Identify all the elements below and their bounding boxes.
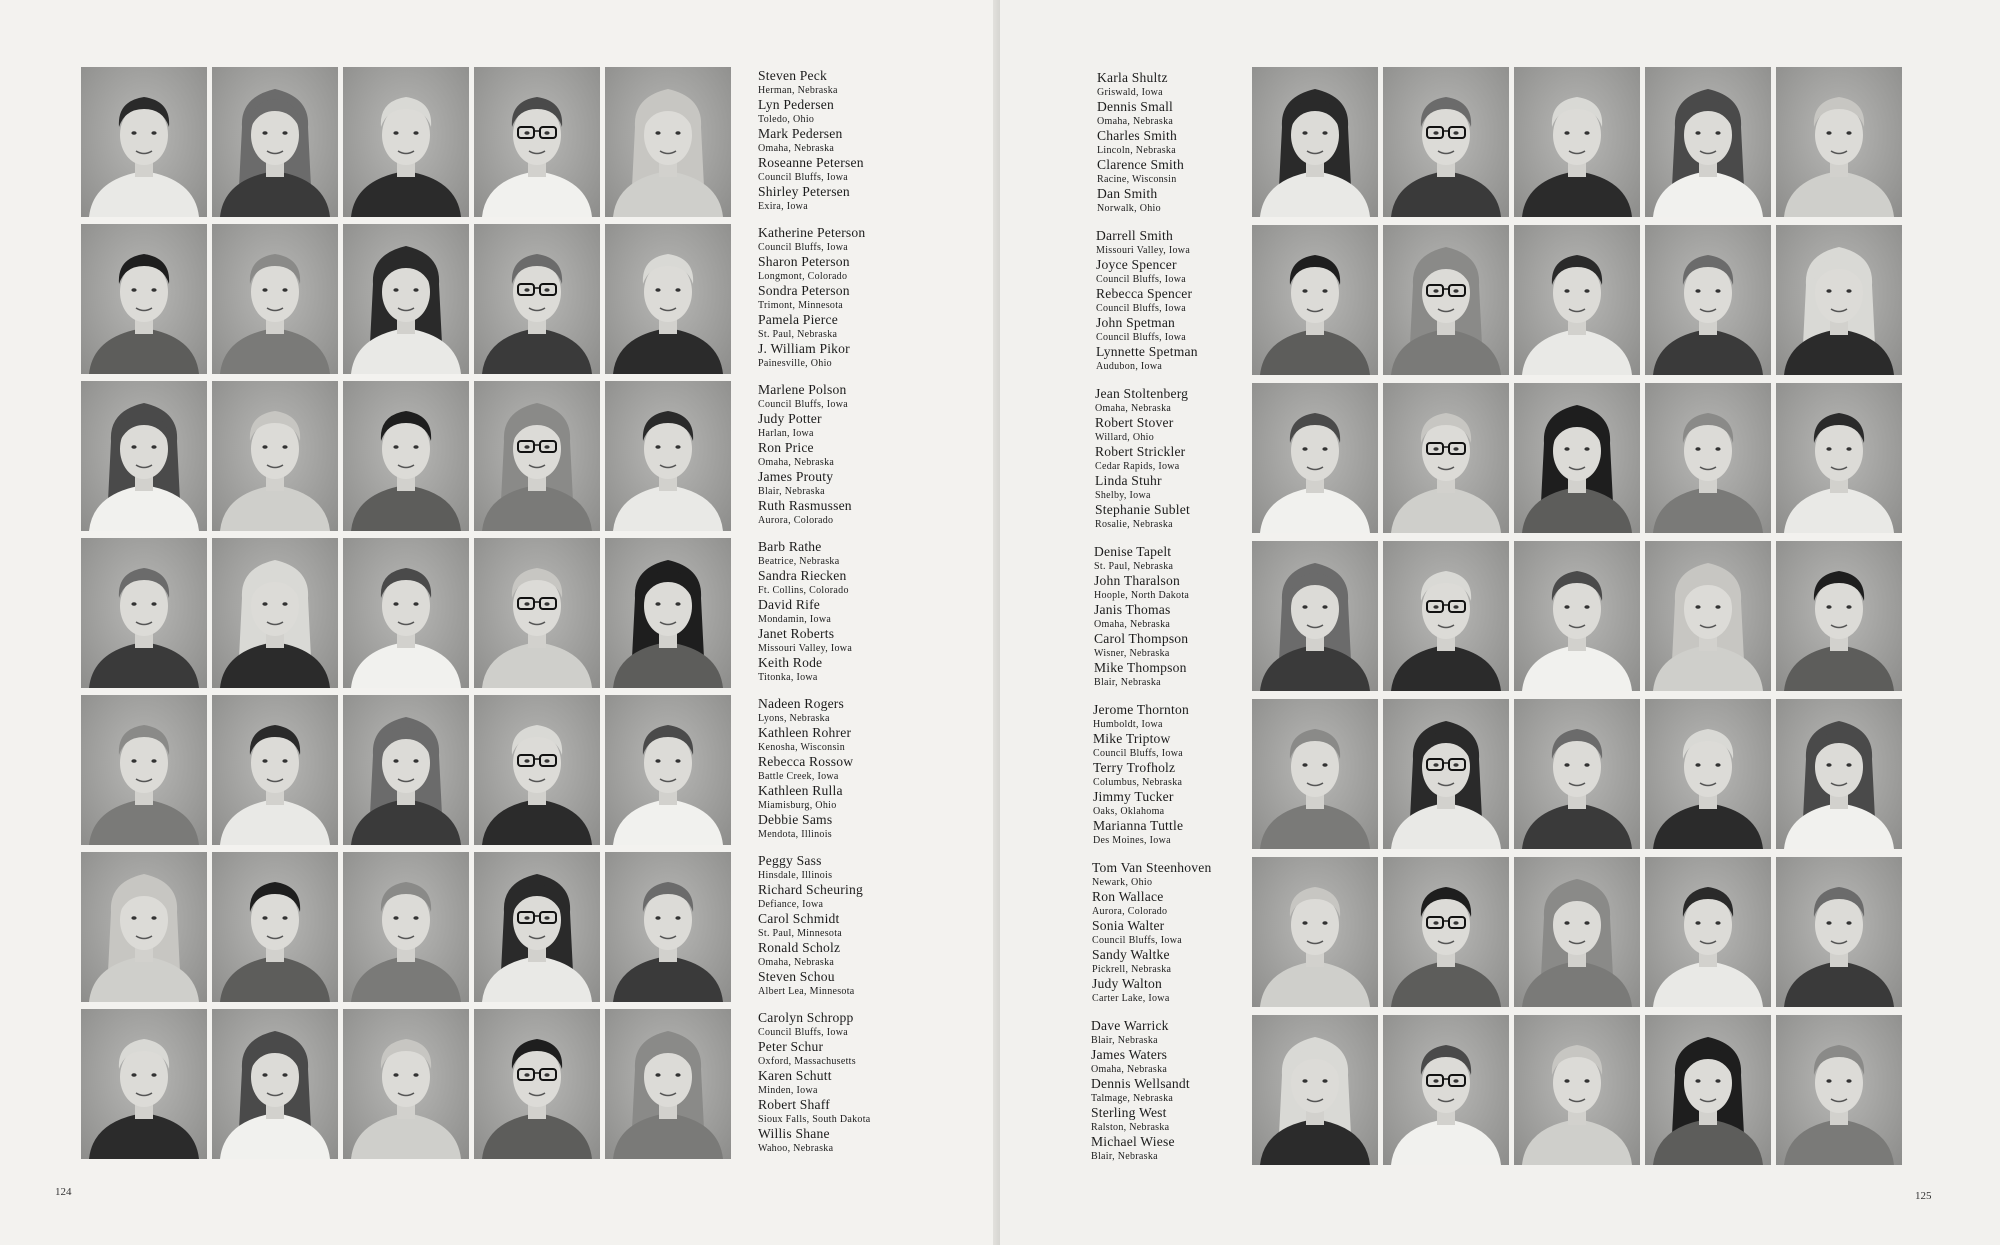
student-hometown: Longmont, Colorado xyxy=(758,271,848,282)
student-photo xyxy=(1645,225,1771,375)
student-hometown: Humboldt, Iowa xyxy=(1093,719,1163,730)
name-block xyxy=(1091,1019,1190,1164)
student-name: Janet Roberts xyxy=(758,626,835,641)
student-hometown: Herman, Nebraska xyxy=(758,85,838,96)
student-photo xyxy=(474,695,600,845)
student-hometown: Mondamin, Iowa xyxy=(758,614,832,625)
student-hometown: Blair, Nebraska xyxy=(1091,1151,1158,1162)
student-photo xyxy=(1776,383,1902,533)
student-hometown: Cedar Rapids, Iowa xyxy=(1095,461,1180,472)
student-photo xyxy=(474,1009,600,1159)
student-photo xyxy=(1383,225,1509,375)
name-block xyxy=(758,540,852,685)
student-photo xyxy=(343,381,469,531)
student-name: Sondra Peterson xyxy=(758,283,850,298)
student-photo xyxy=(1645,1015,1771,1165)
student-photo xyxy=(1383,67,1509,217)
student-hometown: Miamisburg, Ohio xyxy=(758,800,837,811)
student-hometown: Omaha, Nebraska xyxy=(1095,403,1172,414)
student-photo xyxy=(1252,699,1378,849)
student-name: Rebecca Spencer xyxy=(1096,286,1193,301)
student-hometown: Council Bluffs, Iowa xyxy=(758,399,848,410)
student-photo xyxy=(81,381,207,531)
student-photo xyxy=(1383,1015,1509,1165)
student-photo xyxy=(81,538,207,688)
student-photo xyxy=(605,695,731,845)
student-hometown: Council Bluffs, Iowa xyxy=(1092,935,1182,946)
student-name: Mike Triptow xyxy=(1093,731,1171,746)
student-hometown: Council Bluffs, Iowa xyxy=(1093,748,1183,759)
student-name: Nadeen Rogers xyxy=(758,696,845,711)
student-photo xyxy=(1383,541,1509,691)
student-photo xyxy=(81,224,207,374)
student-name: Dan Smith xyxy=(1097,186,1158,201)
student-hometown: Carter Lake, Iowa xyxy=(1092,993,1170,1004)
student-hometown: Battle Creek, Iowa xyxy=(758,771,839,782)
student-name: Judy Potter xyxy=(758,411,822,426)
student-hometown: Council Bluffs, Iowa xyxy=(1096,303,1186,314)
student-photo xyxy=(1776,67,1902,217)
student-name: Dennis Small xyxy=(1097,99,1174,114)
student-name: Ruth Rasmussen xyxy=(758,498,852,513)
student-hometown: Des Moines, Iowa xyxy=(1093,835,1171,846)
student-photo xyxy=(343,538,469,688)
student-name: Willis Shane xyxy=(758,1126,830,1141)
student-hometown: Ft. Collins, Colorado xyxy=(758,585,849,596)
student-hometown: Lyons, Nebraska xyxy=(758,713,830,724)
student-photo xyxy=(474,538,600,688)
student-name: Lyn Pedersen xyxy=(758,97,835,112)
student-hometown: Harlan, Iowa xyxy=(758,428,814,439)
page-number-left: 124 xyxy=(55,1186,72,1198)
student-hometown: Toledo, Ohio xyxy=(758,114,815,125)
student-name: Judy Walton xyxy=(1092,976,1162,991)
student-name: Robert Stover xyxy=(1095,415,1174,430)
student-photo xyxy=(343,67,469,217)
student-photo xyxy=(343,224,469,374)
student-photo xyxy=(1776,225,1902,375)
name-block xyxy=(758,69,864,214)
student-name: Dave Warrick xyxy=(1091,1018,1169,1033)
student-name: James Prouty xyxy=(758,469,834,484)
student-name: J. William Pikor xyxy=(758,341,850,356)
student-hometown: Minden, Iowa xyxy=(758,1085,818,1096)
student-name: Richard Scheuring xyxy=(758,882,863,897)
student-hometown: St. Paul, Minnesota xyxy=(758,928,843,939)
student-photo xyxy=(1645,383,1771,533)
name-block xyxy=(1097,71,1184,216)
student-hometown: Shelby, Iowa xyxy=(1095,490,1151,501)
student-hometown: Griswald, Iowa xyxy=(1097,87,1163,98)
student-hometown: Norwalk, Ohio xyxy=(1097,203,1161,214)
student-name: Carol Thompson xyxy=(1094,631,1189,646)
page-number-right: 125 xyxy=(1915,1190,1932,1202)
student-name: Barb Rathe xyxy=(758,539,822,554)
student-photo xyxy=(343,1009,469,1159)
student-name: Sharon Peterson xyxy=(758,254,850,269)
student-name: Tom Van Steenhoven xyxy=(1092,860,1212,875)
student-name: John Spetman xyxy=(1096,315,1176,330)
student-hometown: Mendota, Illinois xyxy=(758,829,832,840)
student-name: Sandra Riecken xyxy=(758,568,847,583)
student-hometown: Council Bluffs, Iowa xyxy=(758,1027,848,1038)
student-name: Sonia Walter xyxy=(1092,918,1165,933)
student-name: Katherine Peterson xyxy=(758,225,866,240)
student-hometown: Council Bluffs, Iowa xyxy=(1096,274,1186,285)
student-name: Darrell Smith xyxy=(1096,228,1173,243)
student-photo xyxy=(212,381,338,531)
name-block xyxy=(758,854,863,999)
student-photo xyxy=(605,1009,731,1159)
student-photo xyxy=(1514,699,1640,849)
student-hometown: St. Paul, Nebraska xyxy=(1094,561,1174,572)
student-name: Steven Peck xyxy=(758,68,828,83)
student-hometown: Kenosha, Wisconsin xyxy=(758,742,846,753)
student-name: David Rife xyxy=(758,597,821,612)
student-photo xyxy=(474,381,600,531)
student-name: Mike Thompson xyxy=(1094,660,1187,675)
student-hometown: Omaha, Nebraska xyxy=(758,457,835,468)
student-photo xyxy=(1383,699,1509,849)
student-photo xyxy=(1252,857,1378,1007)
student-hometown: Omaha, Nebraska xyxy=(758,957,835,968)
student-hometown: Aurora, Colorado xyxy=(1092,906,1168,917)
student-photo xyxy=(1252,541,1378,691)
student-hometown: Blair, Nebraska xyxy=(1091,1035,1158,1046)
student-photo xyxy=(343,695,469,845)
student-photo xyxy=(1776,857,1902,1007)
student-photo xyxy=(81,67,207,217)
student-photo xyxy=(605,224,731,374)
name-block xyxy=(1094,545,1189,690)
student-name: Sandy Waltke xyxy=(1092,947,1170,962)
student-photo xyxy=(1383,857,1509,1007)
student-hometown: Ralston, Nebraska xyxy=(1091,1122,1170,1133)
student-hometown: Trimont, Minnesota xyxy=(758,300,844,311)
student-photo xyxy=(605,67,731,217)
student-photo xyxy=(474,67,600,217)
student-photo xyxy=(605,381,731,531)
student-name: Marianna Tuttle xyxy=(1093,818,1184,833)
student-name: Dennis Wellsandt xyxy=(1091,1076,1190,1091)
student-hometown: Blair, Nebraska xyxy=(758,486,825,497)
name-block xyxy=(758,697,853,842)
student-hometown: Wahoo, Nebraska xyxy=(758,1143,834,1154)
student-name: Keith Rode xyxy=(758,655,823,670)
student-hometown: Exira, Iowa xyxy=(758,201,808,212)
name-block xyxy=(1092,861,1211,1006)
student-photo xyxy=(1514,857,1640,1007)
student-name: James Waters xyxy=(1091,1047,1168,1062)
student-photo xyxy=(1252,225,1378,375)
student-hometown: Blair, Nebraska xyxy=(1094,677,1161,688)
student-photo xyxy=(1514,67,1640,217)
student-hometown: Wisner, Nebraska xyxy=(1094,648,1170,659)
student-photo xyxy=(212,1009,338,1159)
student-name: Lynnette Spetman xyxy=(1096,344,1198,359)
student-name: Ronald Scholz xyxy=(758,940,841,955)
student-name: Linda Stuhr xyxy=(1095,473,1162,488)
student-hometown: Omaha, Nebraska xyxy=(1097,116,1174,127)
student-hometown: Oxford, Massachusetts xyxy=(758,1056,856,1067)
student-hometown: Talmage, Nebraska xyxy=(1091,1093,1174,1104)
student-name: Roseanne Petersen xyxy=(758,155,864,170)
student-photo xyxy=(81,695,207,845)
student-photo xyxy=(1645,857,1771,1007)
student-photo xyxy=(474,852,600,1002)
student-photo xyxy=(1776,699,1902,849)
student-hometown: Columbus, Nebraska xyxy=(1093,777,1183,788)
student-photo xyxy=(343,852,469,1002)
student-photo xyxy=(1514,1015,1640,1165)
student-hometown: Rosalie, Nebraska xyxy=(1095,519,1173,530)
student-hometown: Beatrice, Nebraska xyxy=(758,556,840,567)
student-photo xyxy=(474,224,600,374)
student-hometown: Oaks, Oklahoma xyxy=(1093,806,1165,817)
student-name: Carolyn Schropp xyxy=(758,1010,854,1025)
name-block xyxy=(758,1011,871,1156)
student-name: Steven Schou xyxy=(758,969,835,984)
student-hometown: Albert Lea, Minnesota xyxy=(758,986,855,997)
name-block xyxy=(758,226,865,371)
student-name: Jean Stoltenberg xyxy=(1095,386,1189,401)
student-name: Janis Thomas xyxy=(1094,602,1171,617)
student-name: Jimmy Tucker xyxy=(1093,789,1174,804)
student-hometown: Council Bluffs, Iowa xyxy=(1096,332,1186,343)
student-hometown: Council Bluffs, Iowa xyxy=(758,172,848,183)
student-name: Robert Shaff xyxy=(758,1097,830,1112)
student-photo xyxy=(1383,383,1509,533)
student-name: Mark Pedersen xyxy=(758,126,843,141)
name-block xyxy=(1095,387,1190,532)
student-name: Clarence Smith xyxy=(1097,157,1184,172)
student-photo xyxy=(1776,541,1902,691)
student-name: Karen Schutt xyxy=(758,1068,832,1083)
student-name: Stephanie Sublet xyxy=(1095,502,1190,517)
student-name: Peggy Sass xyxy=(758,853,822,868)
student-name: Terry Trofholz xyxy=(1093,760,1176,775)
student-name: Sterling West xyxy=(1091,1105,1167,1120)
student-photo xyxy=(212,224,338,374)
student-hometown: Painesville, Ohio xyxy=(758,358,832,369)
student-name: Joyce Spencer xyxy=(1096,257,1177,272)
student-hometown: Aurora, Colorado xyxy=(758,515,834,526)
student-hometown: Missouri Valley, Iowa xyxy=(758,643,853,654)
student-photo xyxy=(1645,67,1771,217)
student-hometown: Willard, Ohio xyxy=(1095,432,1155,443)
student-name: Kathleen Rohrer xyxy=(758,725,852,740)
student-hometown: Pickrell, Nebraska xyxy=(1092,964,1172,975)
student-hometown: Council Bluffs, Iowa xyxy=(758,242,848,253)
student-name: John Tharalson xyxy=(1094,573,1180,588)
name-block xyxy=(758,383,852,528)
student-name: Debbie Sams xyxy=(758,812,833,827)
student-name: Ron Wallace xyxy=(1092,889,1164,904)
student-photo xyxy=(1252,1015,1378,1165)
student-name: Pamela Pierce xyxy=(758,312,838,327)
student-photo xyxy=(1645,541,1771,691)
name-block xyxy=(1096,229,1198,374)
student-name: Rebecca Rossow xyxy=(758,754,854,769)
student-photo xyxy=(1514,225,1640,375)
student-photo xyxy=(212,67,338,217)
student-name: Kathleen Rulla xyxy=(758,783,843,798)
student-hometown: St. Paul, Nebraska xyxy=(758,329,838,340)
student-photo xyxy=(1514,541,1640,691)
student-name: Ron Price xyxy=(758,440,814,455)
student-hometown: Missouri Valley, Iowa xyxy=(1096,245,1191,256)
student-hometown: Sioux Falls, South Dakota xyxy=(758,1114,871,1125)
student-hometown: Omaha, Nebraska xyxy=(758,143,835,154)
student-photo xyxy=(1514,383,1640,533)
student-name: Shirley Petersen xyxy=(758,184,850,199)
student-photo xyxy=(212,538,338,688)
student-hometown: Omaha, Nebraska xyxy=(1094,619,1171,630)
student-hometown: Lincoln, Nebraska xyxy=(1097,145,1176,156)
student-name: Karla Shultz xyxy=(1097,70,1168,85)
student-name: Charles Smith xyxy=(1097,128,1178,143)
student-name: Peter Schur xyxy=(758,1039,824,1054)
student-name: Carol Schmidt xyxy=(758,911,840,926)
student-hometown: Audubon, Iowa xyxy=(1096,361,1163,372)
student-name: Marlene Polson xyxy=(758,382,847,397)
student-hometown: Defiance, Iowa xyxy=(758,899,824,910)
student-photo xyxy=(212,695,338,845)
student-photo xyxy=(81,1009,207,1159)
student-photo xyxy=(1645,699,1771,849)
student-photo xyxy=(605,852,731,1002)
student-hometown: Titonka, Iowa xyxy=(758,672,818,683)
student-name: Michael Wiese xyxy=(1091,1134,1175,1149)
student-photo xyxy=(1252,67,1378,217)
student-photo xyxy=(605,538,731,688)
student-hometown: Omaha, Nebraska xyxy=(1091,1064,1168,1075)
student-hometown: Racine, Wisconsin xyxy=(1097,174,1177,185)
student-photo xyxy=(1252,383,1378,533)
name-block xyxy=(1093,703,1189,848)
student-photo xyxy=(81,852,207,1002)
student-name: Jerome Thornton xyxy=(1093,702,1189,717)
student-hometown: Newark, Ohio xyxy=(1092,877,1153,888)
student-photo xyxy=(1776,1015,1902,1165)
student-photo xyxy=(212,852,338,1002)
student-name: Robert Strickler xyxy=(1095,444,1186,459)
student-hometown: Hoople, North Dakota xyxy=(1094,590,1190,601)
student-name: Denise Tapelt xyxy=(1094,544,1172,559)
right-page xyxy=(1000,0,2000,1245)
student-hometown: Hinsdale, Illinois xyxy=(758,870,833,881)
